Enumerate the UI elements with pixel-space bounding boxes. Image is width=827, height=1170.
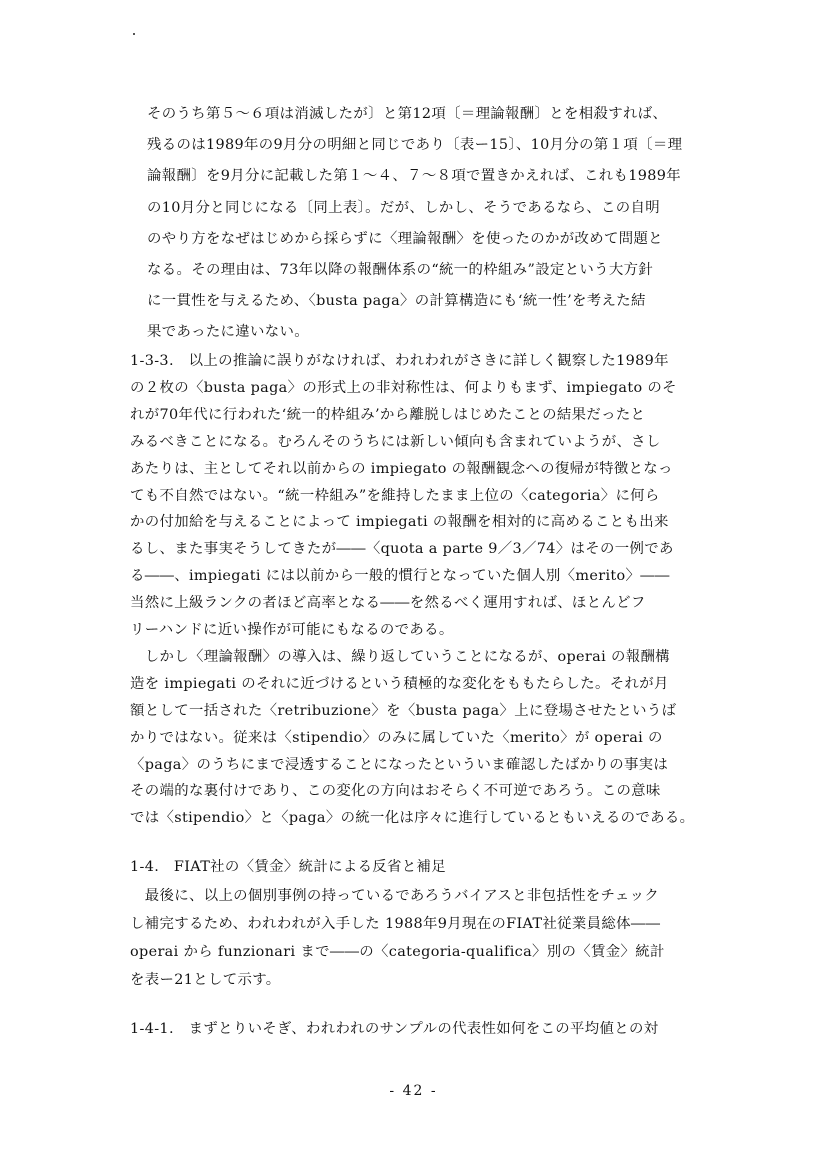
- text-line: かの付加給を与えることによって impiegati の報酬を相対的に高めることも出来: [130, 514, 669, 531]
- page-number: - 42 -: [389, 1083, 438, 1099]
- text-line: かりではない。従来は〈stipendio〉のみに属していた〈merito〉が operai の: [130, 729, 663, 746]
- section-heading: 1-4. FIAT社の〈賃金〉統計による反省と補足: [130, 859, 447, 875]
- text-line: 当然に上級ランクの者ほど高率となる――を然るべく運用すれば、ほとんどフ: [130, 595, 646, 612]
- text-line: ても不自然ではない。“統一枠組み”を維持したまま上位の〈categoria〉に何ら: [130, 487, 660, 504]
- text-line: の10月分と同じになる〔同上表〕。だが、しかし、そうであるなら、この自明: [147, 199, 660, 216]
- text-line: し補完するため、われわれが入手した 1988年9月現在のFIAT社従業員総体――: [130, 916, 661, 932]
- text-line: みるべきことになる。むろんそのうちには新しい傾向も含まれていようが、さし: [130, 433, 661, 450]
- text-line: 1-3-3. 以上の推論に誤りがなければ、われわれがさきに詳しく観察した1989年: [130, 353, 669, 369]
- text-line: を表ー21として示す。: [130, 972, 281, 988]
- text-line: しかし〈理論報酬〉の導入は、繰り返していうことになるが、operai の報酬構: [130, 648, 670, 665]
- text-line: 〈paga〉のうちにまで浸透することになったといういま確認したばかりの事実は: [130, 756, 669, 773]
- text-line: 造を impiegati のそれに近づけるという積極的な変化をももたらした。それが月: [130, 675, 669, 692]
- text-line: 残るのは1989年の9月分の明細と同じであり〔表ー15〕、10月分の第１項〔＝理: [147, 137, 683, 154]
- text-line: の２枚の〈busta paga〉の形式上の非対称性は、何よりもまず、impiegato のそ: [130, 379, 677, 396]
- scan-speck: [133, 33, 135, 35]
- text-line: 最後に、以上の個別事例の持っているであろうバイアスと非包括性をチェック: [130, 888, 660, 904]
- text-line: なる。その理由は、73年以降の報酬体系の“統一的枠組み”設定という大方針: [147, 262, 654, 278]
- text-line: 論報酬〕を9月分に記載した第１〜４、７〜８項で置きかえれば、これも1989年: [147, 168, 681, 185]
- text-line: 1-4-1. まずとりいそぎ、われわれのサンプルの代表性如何をこの平均値との対: [130, 1021, 659, 1037]
- text-line: 果であったに違いない。: [147, 324, 310, 341]
- text-line: れが70年代に行われた‘統一的枠組み’から離脱しはじめたことの結果だったと: [130, 406, 646, 423]
- text-line: では〈stipendio〉と〈paga〉の統一化は序々に進行しているともいえるのである。: [130, 810, 695, 827]
- text-line: そのうち第５〜６項は消滅したが〕と第12項〔＝理論報酬〕とを相殺すれば、: [147, 106, 668, 122]
- text-line: 額として一括された〈retribuzione〉を〈busta paga〉上に登場させたというば: [130, 702, 677, 719]
- text-line: るし、また事実そうしてきたが――〈quota a parte 9／3／74〉はその一例であ: [130, 541, 674, 558]
- text-line: その端的な裏付けであり、この変化の方向はおそらく不可逆であろう。この意味: [130, 783, 661, 800]
- text-line: のやり方をなぜはじめから採らずに〈理論報酬〉を使ったのかが改めて問題と: [147, 230, 663, 247]
- text-line: operai から funzionari まで――の〈categoria-qualifica〉別の〈賃金〉統計: [130, 944, 665, 960]
- text-line: リーハンドに近い操作が可能にもなるのである。: [130, 622, 454, 638]
- text-line: あたりは、主としてそれ以前からの impiegato の報酬観念への復帰が特徴となっ: [130, 460, 673, 477]
- text-line: る――、impiegati には以前から一般的慣行となっていた個人別〈merito〉――: [130, 568, 670, 585]
- text-line: に一貫性を与えるため、〈busta paga〉の計算構造にも‘統一性’を考えた結: [147, 293, 646, 310]
